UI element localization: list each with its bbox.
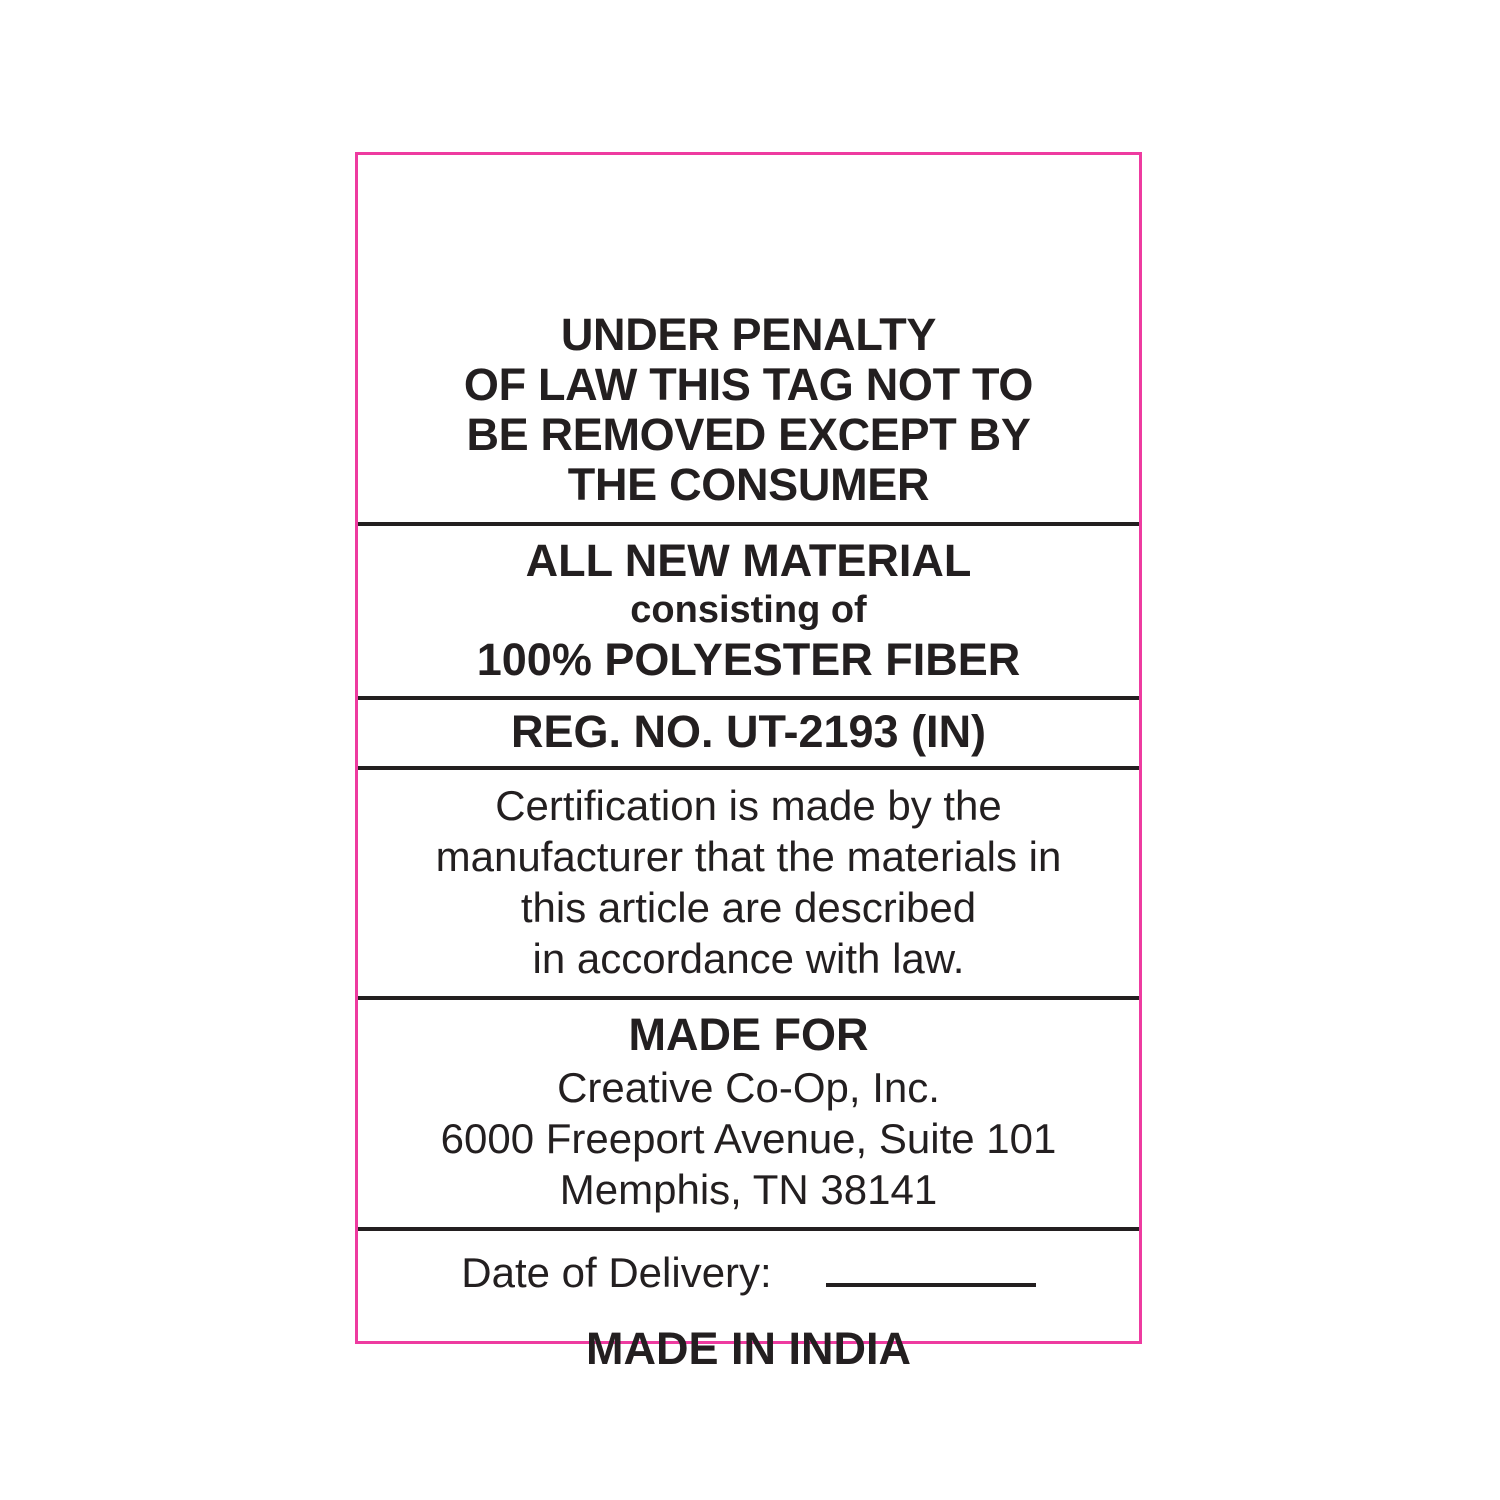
made-for-title: MADE FOR bbox=[628, 1009, 869, 1060]
material-line-1: ALL NEW MATERIAL bbox=[525, 535, 972, 586]
bottom-spacer bbox=[358, 1381, 1139, 1445]
penalty-notice-line-2: OF LAW THIS TAG NOT TO bbox=[463, 359, 1034, 410]
registration-section bbox=[358, 700, 1139, 766]
penalty-notice-line-3: BE REMOVED EXCEPT BY bbox=[466, 409, 1031, 460]
made-for-company: Creative Co-Op, Inc. bbox=[557, 1064, 940, 1111]
delivery-date-input[interactable] bbox=[826, 1245, 1036, 1287]
material-line-2: consisting of bbox=[630, 589, 867, 631]
certification-line-1: Certification is made by the bbox=[495, 782, 1002, 829]
delivery-section bbox=[358, 1231, 1139, 1381]
certification-section bbox=[358, 770, 1139, 996]
delivery-date-label: Date of Delivery: bbox=[461, 1249, 772, 1296]
certification-line-4: in accordance with law. bbox=[532, 935, 965, 982]
certification-line-2: manufacturer that the materials in bbox=[435, 833, 1062, 880]
registration-number: REG. NO. UT-2193 (IN) bbox=[510, 706, 987, 757]
made-for-section bbox=[358, 1000, 1139, 1227]
penalty-notice-line-1: UNDER PENALTY bbox=[560, 309, 937, 360]
delivery-date-row bbox=[358, 1245, 1139, 1297]
made-for-address-line-1: 6000 Freeport Avenue, Suite 101 bbox=[440, 1115, 1057, 1162]
made-for-address-line-2: Memphis, TN 38141 bbox=[559, 1166, 938, 1213]
law-label-tag bbox=[355, 152, 1142, 1374]
material-section bbox=[358, 526, 1139, 696]
top-spacer bbox=[358, 155, 1139, 300]
certification-line-3: this article are described bbox=[520, 884, 977, 931]
material-line-3: 100% POLYESTER FIBER bbox=[476, 634, 1021, 685]
law-label-content bbox=[358, 155, 1139, 1374]
country-of-origin: MADE IN INDIA bbox=[586, 1323, 911, 1374]
penalty-notice-section bbox=[358, 300, 1139, 522]
penalty-notice-line-4: THE CONSUMER bbox=[567, 459, 930, 510]
